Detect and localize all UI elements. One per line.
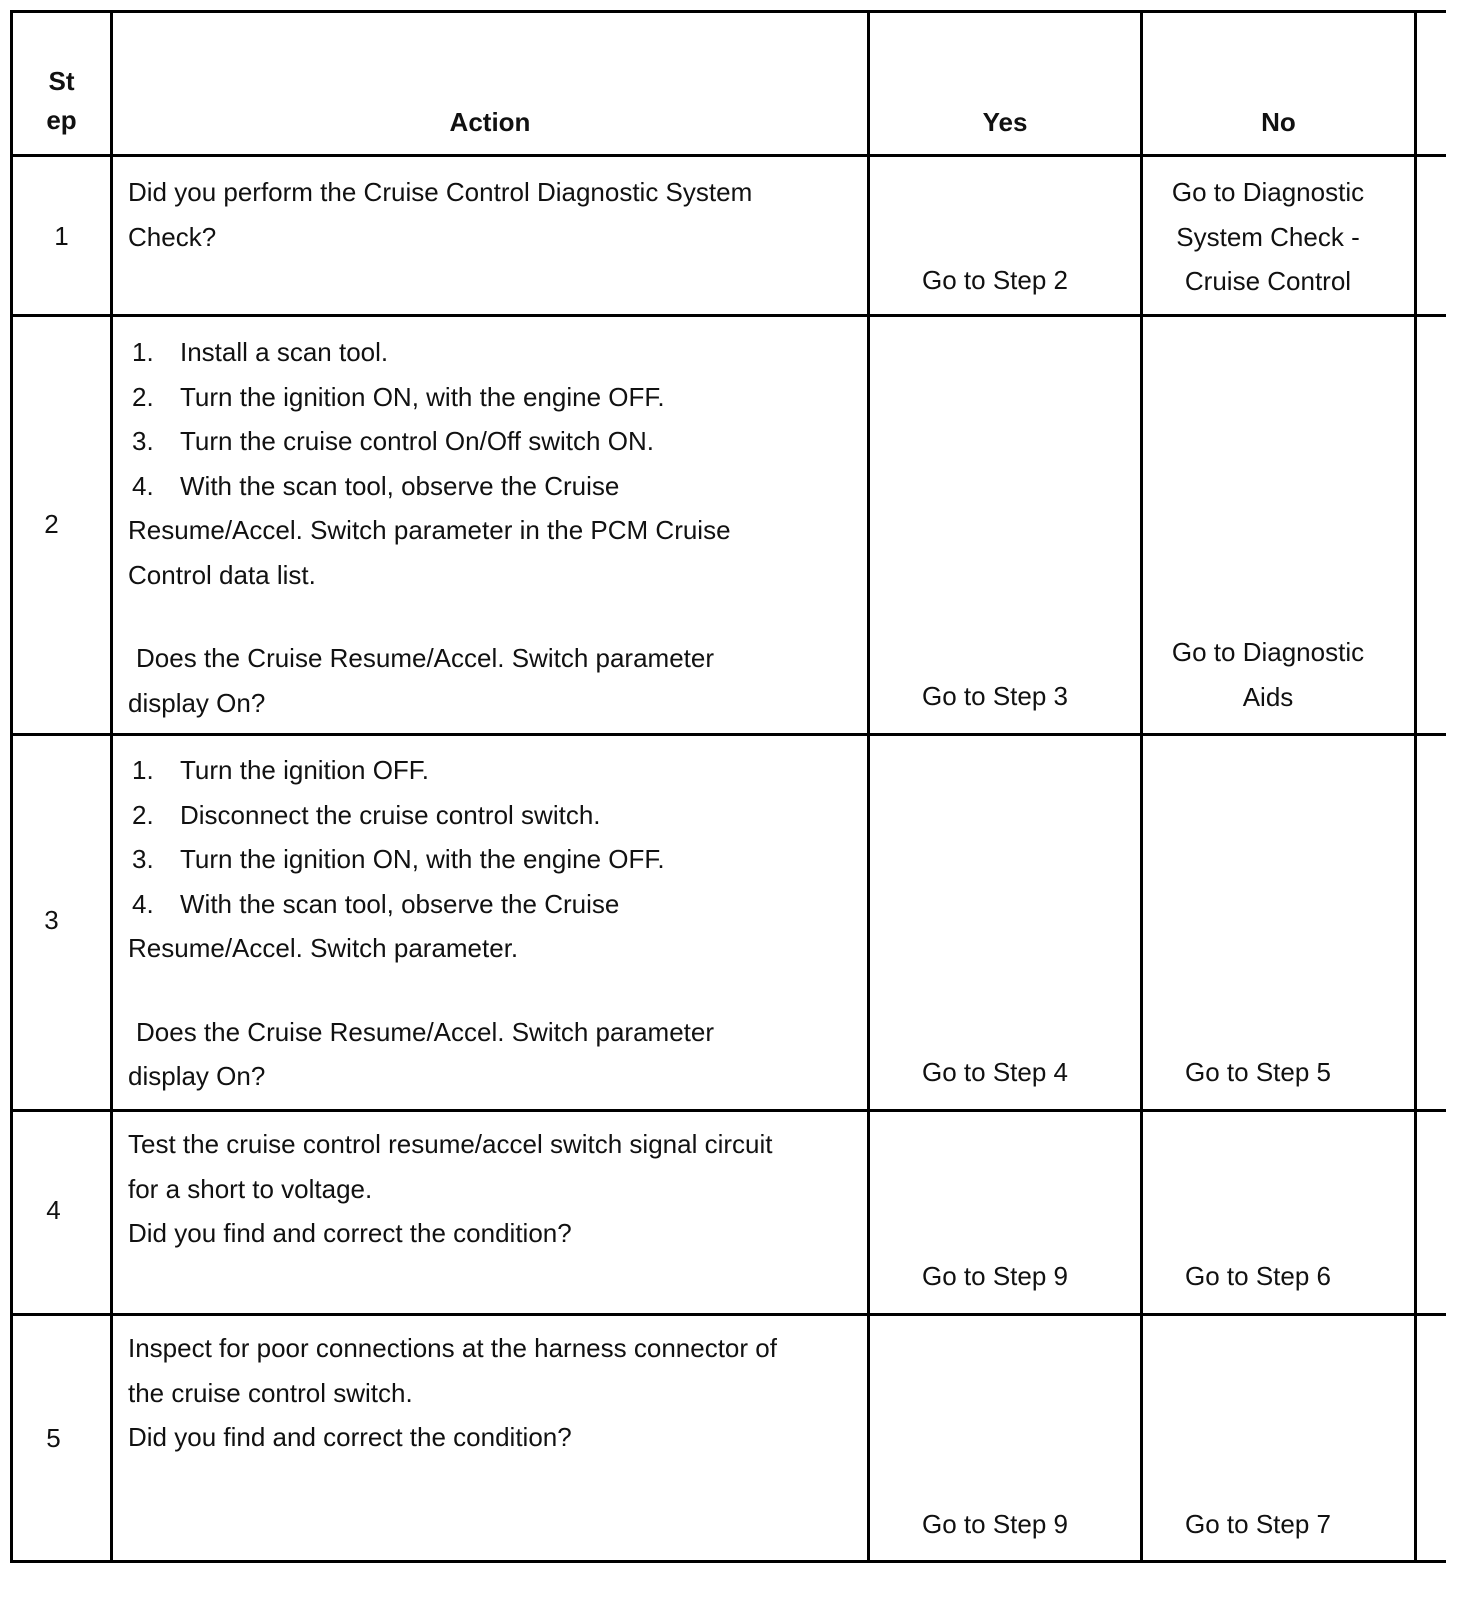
list-item: 2. Disconnect the cruise control switch.	[132, 799, 601, 830]
column-divider	[867, 10, 870, 1563]
no-line: Aids	[1242, 681, 1294, 712]
list-item: 1. Turn the ignition OFF.	[132, 755, 430, 785]
step-number: 4	[46, 1195, 61, 1225]
step-number: 1	[54, 221, 69, 251]
header-action: Action	[449, 107, 531, 137]
no-line: Go to Diagnostic	[1171, 637, 1365, 667]
yes-cell: Go to Step 3	[922, 681, 1068, 711]
action-line: Did you perform the Cruise Control Diagnostic System	[128, 177, 753, 207]
action-line: Control data list.	[128, 559, 316, 590]
header-no: No	[1261, 107, 1296, 137]
step-number: 3	[44, 905, 59, 935]
yes-cell: Go to Step 4	[922, 1057, 1068, 1087]
no-cell: Go to Step 7	[1185, 1509, 1331, 1539]
yes-cell: Go to Step 2	[922, 265, 1068, 295]
action-cell	[128, 1326, 858, 1460]
action-cell	[128, 1122, 858, 1256]
no-line: System Check -	[1176, 221, 1360, 252]
column-divider	[110, 10, 113, 1563]
row-divider	[10, 1313, 1446, 1316]
list-item: 4. With the scan tool, observe the Cruise	[132, 888, 620, 919]
action-line: Inspect for poor connections at the harness connector of	[128, 1333, 777, 1363]
yes-cell: Go to Step 9	[922, 1261, 1068, 1291]
header-yes: Yes	[982, 107, 1028, 137]
header-divider	[10, 154, 1446, 157]
list-item: 3. Turn the cruise control On/Off switch ON.	[132, 426, 654, 456]
list-item: 3. Turn the ignition ON, with the engine OFF.	[132, 844, 665, 874]
list-item: 4. With the scan tool, observe the Cruise	[132, 470, 620, 501]
list-item: 2. Turn the ignition ON, with the engine OFF.	[132, 381, 665, 412]
step-number: 5	[46, 1423, 61, 1453]
no-cell	[1143, 170, 1393, 304]
action-line: Resume/Accel. Switch parameter.	[128, 933, 519, 963]
header-step-line: ep	[46, 105, 77, 135]
action-line: Check?	[128, 221, 217, 252]
table-border-bottom	[10, 1560, 1446, 1563]
step-number: 2	[44, 509, 59, 539]
action-cell	[128, 170, 858, 259]
action-line: for a short to voltage.	[128, 1173, 373, 1204]
row-divider	[10, 733, 1446, 736]
no-line: Go to Diagnostic	[1171, 177, 1365, 207]
header-step-line: St	[48, 66, 75, 96]
header-step	[13, 62, 110, 140]
action-line: Did you find and correct the condition?	[128, 1422, 572, 1452]
yes-cell: Go to Step 9	[922, 1509, 1068, 1539]
no-cell: Go to Step 6	[1185, 1261, 1331, 1291]
question-line: Does the Cruise Resume/Accel. Switch parameter	[136, 643, 715, 673]
action-line: Resume/Accel. Switch parameter in the PCM Cruise	[128, 515, 731, 545]
table-border-top	[10, 10, 1446, 13]
question-line: Does the Cruise Resume/Accel. Switch parameter	[136, 1016, 715, 1047]
action-steps-list	[128, 748, 858, 926]
table-border-right	[1414, 10, 1417, 1563]
action-line: Did you find and correct the condition?	[128, 1218, 572, 1248]
question-line: display On?	[128, 687, 266, 718]
row-divider	[10, 314, 1446, 317]
no-line: Cruise Control	[1184, 266, 1352, 296]
action-cell	[128, 748, 858, 1099]
action-line: the cruise control switch.	[128, 1377, 413, 1408]
action-steps-list	[128, 330, 858, 508]
no-cell	[1143, 630, 1393, 719]
question-line: display On?	[128, 1061, 266, 1091]
action-cell	[128, 330, 858, 725]
list-item: 1. Install a scan tool.	[132, 337, 389, 367]
row-divider	[10, 1109, 1446, 1112]
no-cell: Go to Step 5	[1185, 1057, 1331, 1087]
action-line: Test the cruise control resume/accel switch signal circuit	[128, 1129, 773, 1159]
